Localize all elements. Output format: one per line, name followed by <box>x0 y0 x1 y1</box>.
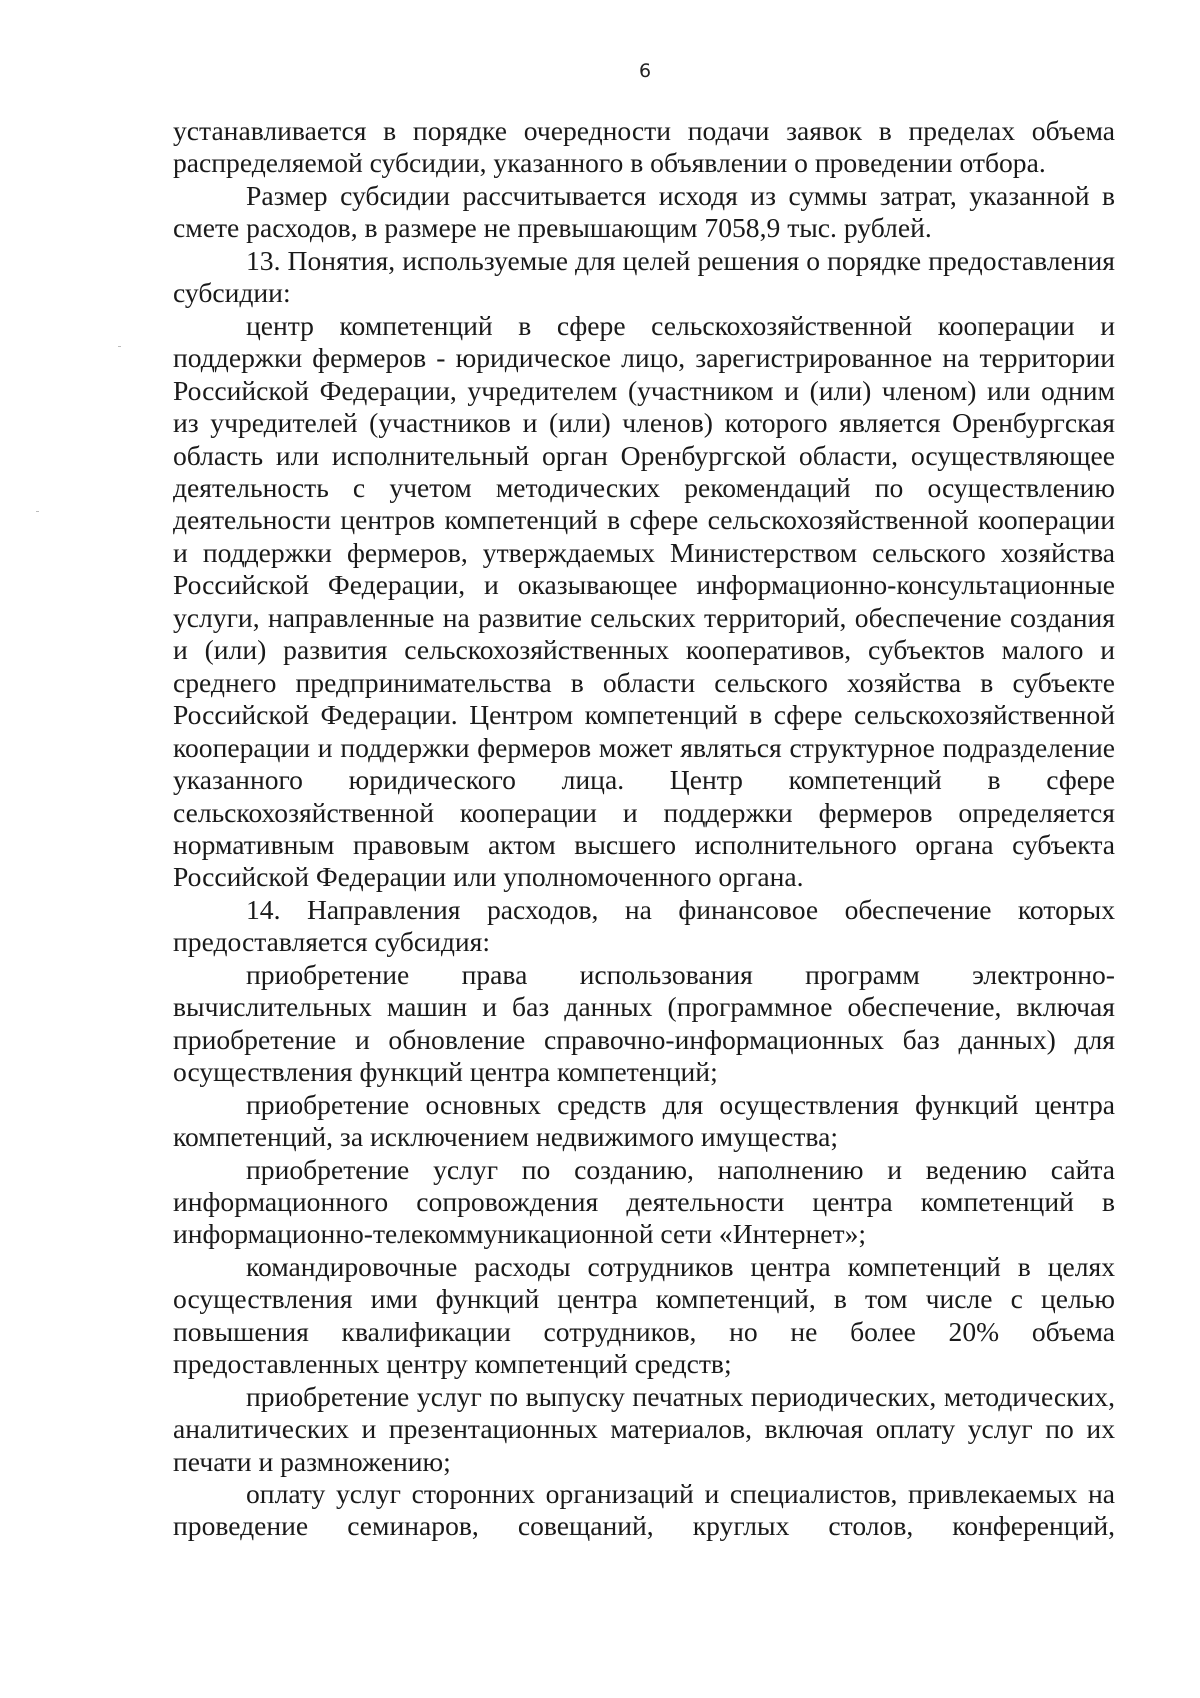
document-body <box>173 115 1115 1543</box>
paragraph-third-party-expenses: оплату услуг сторонних организаций и специалистов, привлекаемых на проведение семинаров, совещаний, круглых столов, конференций, <box>173 1478 1115 1542</box>
paragraph-item-13: 13. Понятия, используемые для целей решения о порядке предоставления субсидии: <box>173 244 1115 309</box>
paragraph-subsidy-size: Размер субсидии рассчитывается исходя из суммы затрат, указанной в смете расходов, в размере не превышающим 7058,9 тыс. рублей. <box>173 179 1115 244</box>
scan-artifact-mark <box>118 346 121 347</box>
paragraph-printing-expenses: приобретение услуг по выпуску печатных периодических, методических, аналитических и презентационных материалов, включая оплату услуг по их печати и размножению; <box>173 1380 1115 1477</box>
paragraph-item-14: 14. Направления расходов, на финансовое обеспечение которых предоставляется субсидия: <box>173 893 1115 958</box>
scan-artifact-mark <box>36 511 39 512</box>
paragraph-fixed-assets-expenses: приобретение основных средств для осуществления функций центра компетенций, за исключением недвижимого имущества; <box>173 1088 1115 1153</box>
page-number: 6 <box>638 60 652 82</box>
paragraph-website-expenses: приобретение услуг по созданию, наполнению и ведению сайта информационного сопровождения деятельности центра компетенций в информационно-телекоммуникационной сети «Интернет»; <box>173 1153 1115 1250</box>
paragraph-center-definition: центр компетенций в сфере сельскохозяйственной кооперации и поддержки фермеров - юридическое лицо, зарегистрированное на территории Российской Федерации, учредителем (участником и (или) членом) или одним из учредителей (участников и (или) членов) которого является Оренбургская область или исполнительный орган Оренбургской области, осуществляющее деятельность с учетом методических рекомендаций по осуществлению деятельности центров компетенций в сфере сельскохозяйственной кооперации и поддержки фермеров, утверждаемых Министерством сельского хозяйства Российской Федерации, и оказывающее информационно-консультационные услуги, направленные на развитие сельских территорий, обеспечение создания и (или) развития сельскохозяйственных кооперативов, субъектов малого и среднего предпринимательства в области сельского хозяйства в субъекте Российской Федерации. Центром компетенций в сфере сельскохозяйственной кооперации и поддержки фермеров может являться структурное подразделение указанного юридического лица. Центр компетенций в сфере сельскохозяйственной кооперации и поддержки фермеров определяется нормативным правовым актом высшего исполнительного органа субъекта Российской Федерации или уполномоченного органа. <box>173 309 1115 893</box>
paragraph-continuation: устанавливается в порядке очередности подачи заявок в пределах объема распределяемой субсидии, указанного в объявлении о проведении отбора. <box>173 115 1115 179</box>
paragraph-software-expenses: приобретение права использования программ электронно-вычислительных машин и баз данных (программное обеспечение, включая приобретение и обновление справочно-информационных баз данных) для осуществления функций центра компетенций; <box>173 958 1115 1088</box>
paragraph-travel-expenses: командировочные расходы сотрудников центра компетенций в целях осуществления ими функций центра компетенций, в том числе с целью повышения квалификации сотрудников, но не более 20% объема предоставленных центру компетенций средств; <box>173 1250 1115 1380</box>
